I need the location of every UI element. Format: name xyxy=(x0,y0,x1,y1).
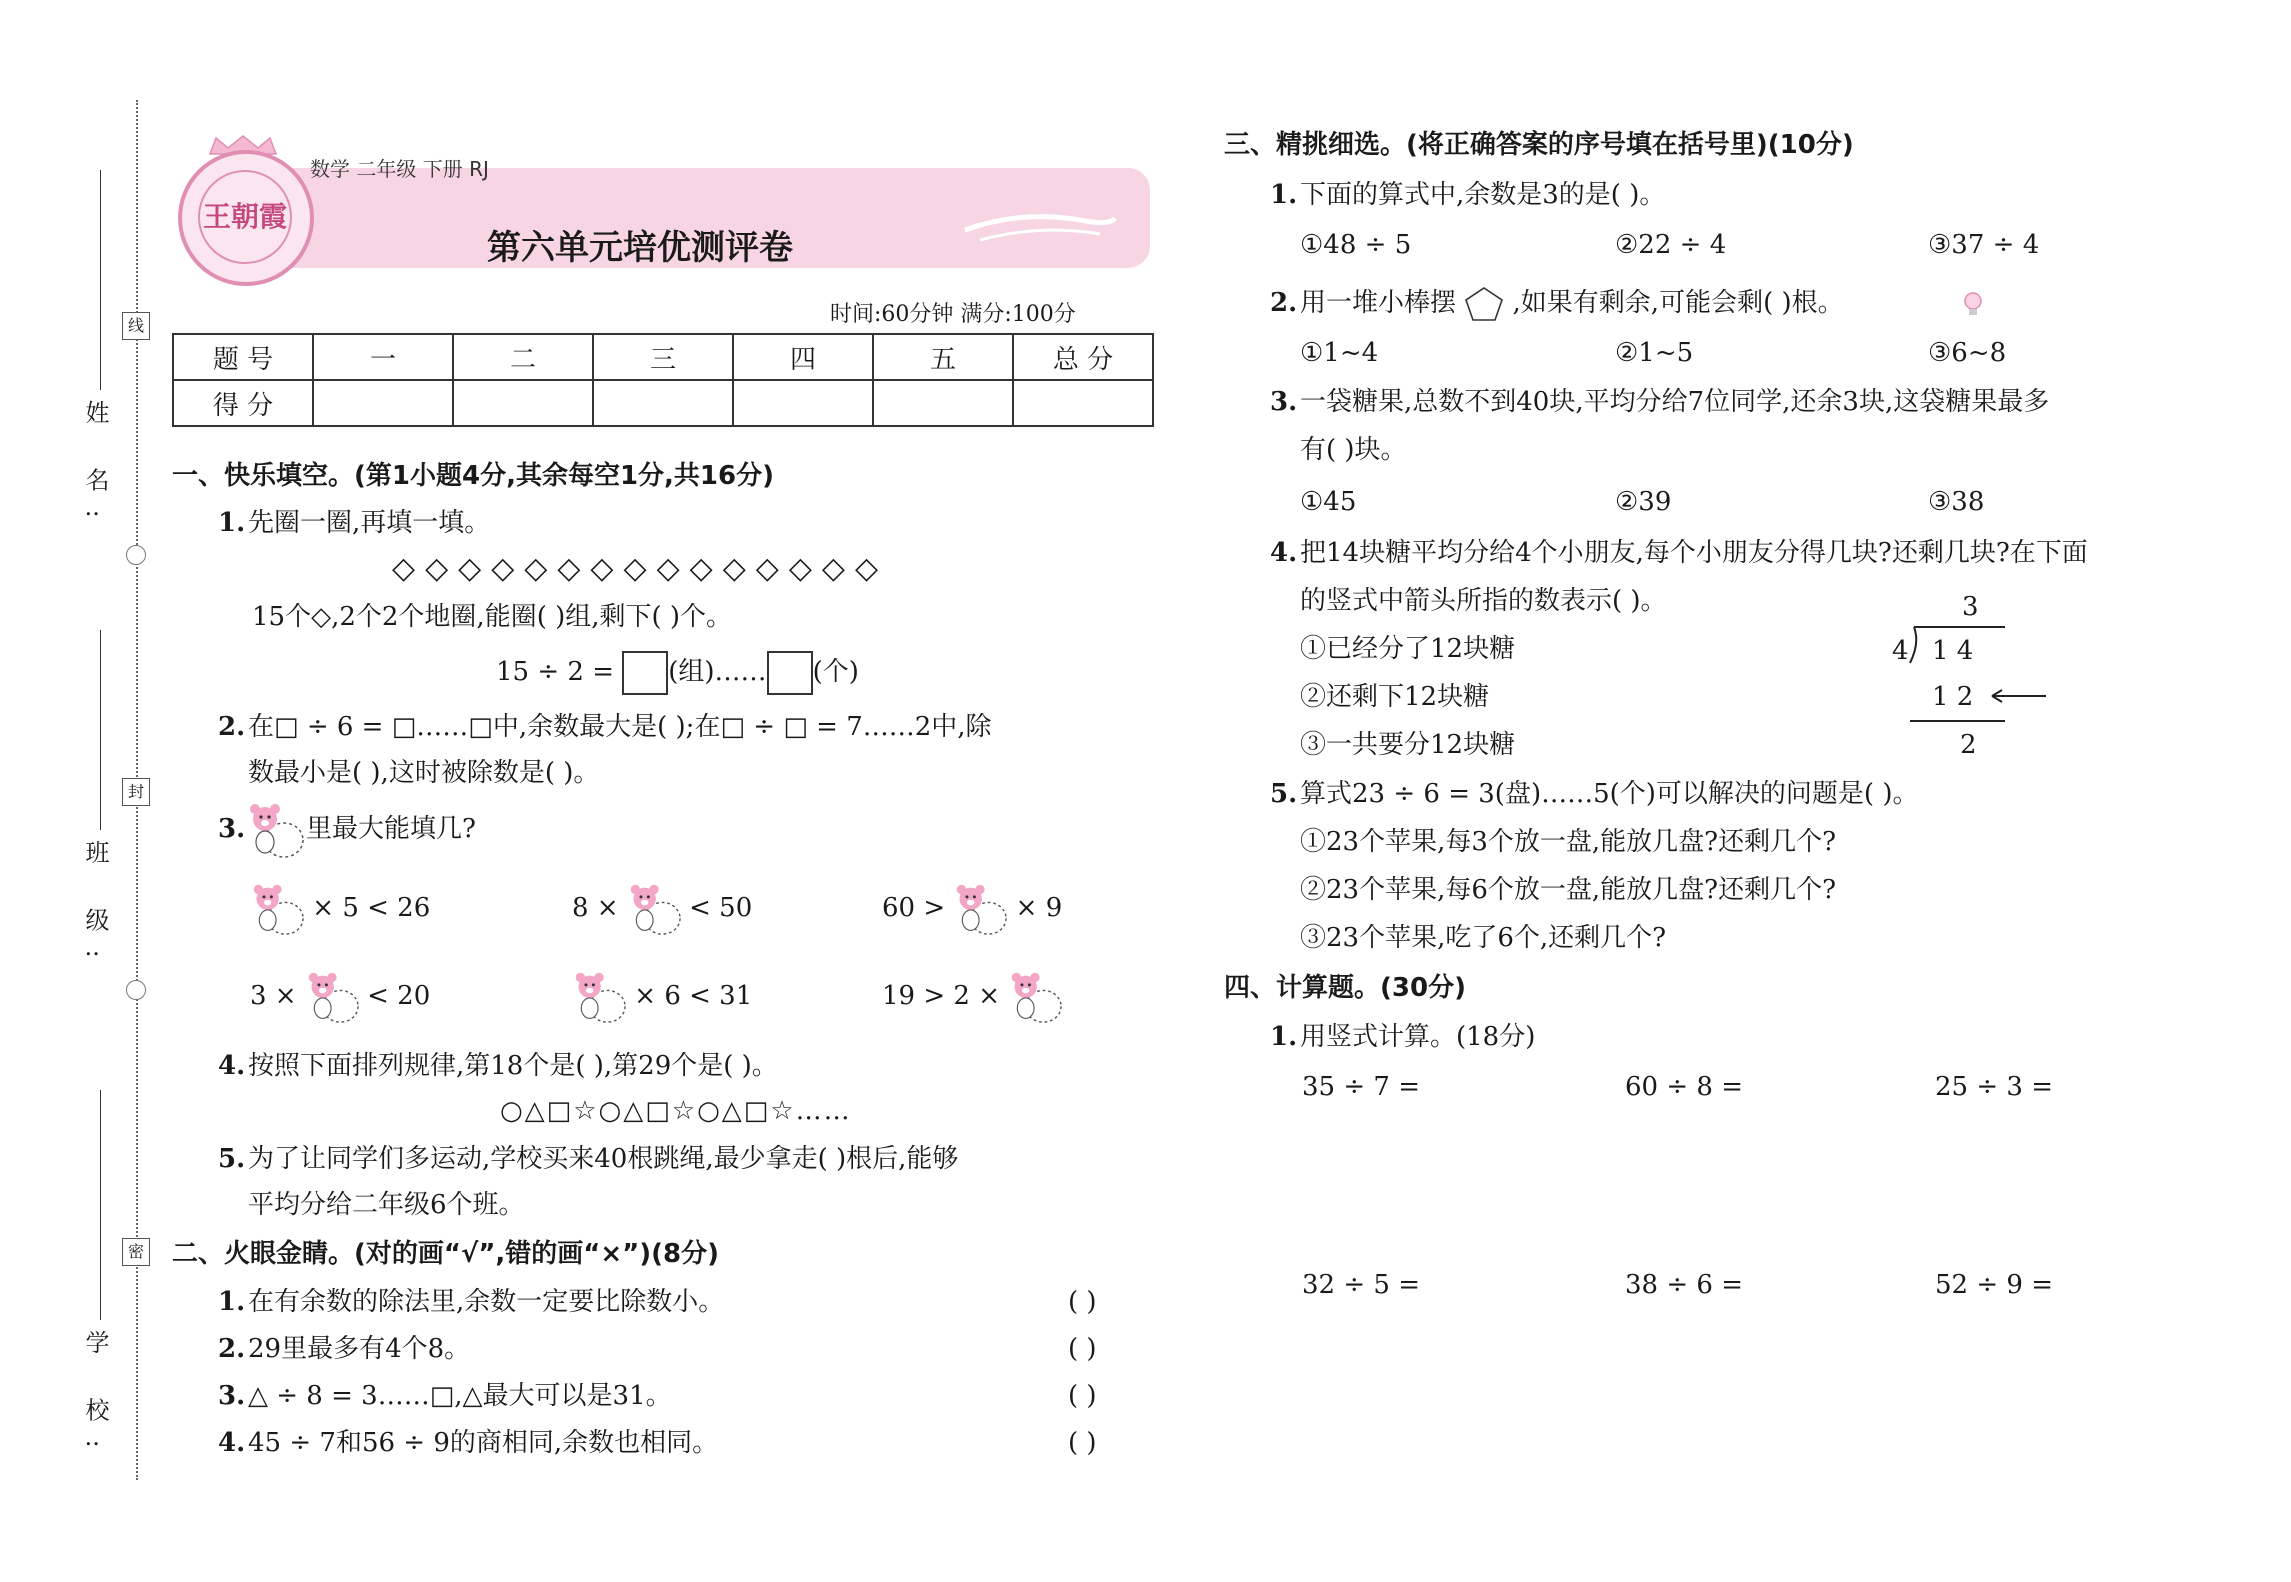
question-text: 数最小是( ),这时被除数是( )。 xyxy=(248,758,600,788)
score-header-cell: 五 xyxy=(873,334,1013,380)
inequality-right: < 50 xyxy=(689,893,753,923)
q-number: 3. xyxy=(1270,387,1298,417)
school-label: 学 校: xyxy=(81,1330,109,1466)
question-text: 按照下面排列规律,第18个是( ),第29个是( )。 xyxy=(248,1051,778,1081)
binding-circle-mark xyxy=(126,545,146,565)
answer-paren[interactable]: ( ) xyxy=(1068,1381,1097,1411)
q-number: 4. xyxy=(1270,538,1298,568)
option[interactable]: ③37 ÷ 4 xyxy=(1928,230,2040,260)
bear-inequality xyxy=(572,878,752,940)
section-4-heading: 四、计算题。(30分) xyxy=(1224,973,1466,1003)
score-header-cell: 总 分 xyxy=(1013,334,1153,380)
q-number: 2. xyxy=(218,1334,246,1364)
equation-right: (个) xyxy=(812,657,859,687)
statement-text: 29里最多有4个8。 xyxy=(248,1334,471,1364)
answer-box[interactable] xyxy=(622,651,668,695)
inequality-left: 60 > xyxy=(882,893,946,923)
division-dividend: 1 4 xyxy=(1932,636,1974,666)
question-text: 平均分给二年级6个班。 xyxy=(248,1190,525,1220)
option[interactable]: ③一共要分12块糖 xyxy=(1300,730,1516,760)
question-text: 把14块糖平均分给4个小朋友,每个小朋友分得几块?还剩几块?在下面 xyxy=(1300,538,2088,568)
option[interactable]: ①48 ÷ 5 xyxy=(1300,230,1412,260)
question-text: 算式23 ÷ 6 = 3(盘)……5(个)可以解决的问题是( )。 xyxy=(1300,779,1919,809)
inequality-right: < 20 xyxy=(367,981,431,1011)
answer-paren[interactable]: ( ) xyxy=(1068,1334,1097,1364)
bear-inequality xyxy=(882,966,1062,1028)
score-header-cell: 二 xyxy=(453,334,593,380)
question-text: 的竖式中箭头所指的数表示( )。 xyxy=(1300,586,1667,616)
q-number: 2. xyxy=(218,712,246,742)
option[interactable]: ③23个苹果,吃了6个,还剩几个? xyxy=(1300,923,1667,953)
question-text: 用竖式计算。(18分) xyxy=(1300,1022,1536,1052)
question-text xyxy=(1300,286,1844,322)
bear-inequality xyxy=(250,966,430,1028)
calc-problem: 25 ÷ 3 = xyxy=(1935,1072,2053,1102)
score-header-cell: 一 xyxy=(313,334,453,380)
option[interactable]: ②23个苹果,每6个放一盘,能放几盘?还剩几个? xyxy=(1300,875,1837,905)
statement-text: 45 ÷ 7和56 ÷ 9的商相同,余数也相同。 xyxy=(248,1428,719,1458)
inequality-right: × 9 xyxy=(1015,893,1063,923)
answer-box[interactable] xyxy=(767,651,813,695)
division-rule xyxy=(1910,720,2005,722)
section-1-heading: 一、快乐填空。(第1小题4分,其余每空1分,共16分) xyxy=(172,461,774,491)
pentagon-icon xyxy=(1464,286,1504,322)
calc-problem: 38 ÷ 6 = xyxy=(1625,1270,1743,1300)
inequality-left: 3 × xyxy=(250,981,297,1011)
score-table-score-row xyxy=(173,380,1153,426)
option[interactable]: ③6~8 xyxy=(1928,338,2007,368)
brand-logo xyxy=(178,150,314,286)
division-divisor: 4 xyxy=(1892,636,1909,666)
bear-icon xyxy=(1008,966,1062,1028)
answer-paren[interactable]: ( ) xyxy=(1068,1428,1097,1458)
question-text-pre: 用一堆小棒摆 xyxy=(1300,288,1457,318)
bear-icon xyxy=(250,878,304,940)
equation-left: 15 ÷ 2 = xyxy=(496,657,614,687)
q-number: 1. xyxy=(1270,180,1298,210)
bear-icon xyxy=(572,966,626,1028)
school-line xyxy=(100,1090,101,1320)
q-number: 1. xyxy=(218,508,246,538)
name-label: 姓 名: xyxy=(81,400,109,536)
calc-problem: 35 ÷ 7 = xyxy=(1302,1072,1420,1102)
seal-xian: 线 xyxy=(122,312,150,340)
question-text-post: ,如果有剩余,可能会剩( )根。 xyxy=(1512,288,1844,318)
score-input-cell[interactable] xyxy=(733,380,873,426)
q-number: 4. xyxy=(218,1051,246,1081)
score-input-cell[interactable] xyxy=(593,380,733,426)
option[interactable]: ①45 xyxy=(1300,487,1357,517)
statement-text: 在有余数的除法里,余数一定要比除数小。 xyxy=(248,1287,725,1317)
q-number: 4. xyxy=(218,1428,246,1458)
course-meta: 数学 二年级 下册 RJ xyxy=(310,157,489,181)
q-number: 1. xyxy=(218,1287,246,1317)
question-text: 在□ ÷ 6 = □……□中,余数最大是( );在□ ÷ □ = 7……2中,除 xyxy=(248,712,992,742)
statement-text: △ ÷ 8 = 3……□,△最大可以是31。 xyxy=(248,1381,672,1411)
question-text: 先圈一圈,再填一填。 xyxy=(248,508,491,538)
option[interactable]: ①1~4 xyxy=(1300,338,1379,368)
seal-mi: 密 xyxy=(122,1238,150,1266)
question-text: 里最大能填几? xyxy=(306,814,476,844)
bulb-icon xyxy=(1960,290,1986,320)
q-number: 5. xyxy=(1270,779,1298,809)
inequality-right: × 5 < 26 xyxy=(312,893,431,923)
question-text: 一袋糖果,总数不到40块,平均分给7位同学,还余3块,这袋糖果最多 xyxy=(1300,387,2050,417)
q-number: 5. xyxy=(218,1144,246,1174)
inequality-left: 8 × xyxy=(572,893,619,923)
time-score-info: 时间:60分钟 满分:100分 xyxy=(830,302,1076,327)
option[interactable]: ①23个苹果,每3个放一盘,能放几盘?还剩几个? xyxy=(1300,827,1837,857)
bear-inequality xyxy=(250,878,430,940)
score-header-cell: 三 xyxy=(593,334,733,380)
option[interactable]: ②22 ÷ 4 xyxy=(1615,230,1727,260)
score-input-cell[interactable] xyxy=(453,380,593,426)
bear-icon xyxy=(246,800,304,860)
bear-inequality xyxy=(882,878,1062,940)
score-table xyxy=(172,333,1154,427)
question-text: 有( )块。 xyxy=(1300,435,1407,465)
inequality-right: × 6 < 31 xyxy=(634,981,753,1011)
score-row-label: 得 分 xyxy=(173,380,313,426)
bear-inequality xyxy=(572,966,752,1028)
class-label: 班 级: xyxy=(81,840,109,976)
calc-problem: 52 ÷ 9 = xyxy=(1935,1270,2053,1300)
binding-circle-mark xyxy=(126,980,146,1000)
seal-feng: 封 xyxy=(122,778,150,806)
option[interactable]: ②1~5 xyxy=(1615,338,1694,368)
answer-paren[interactable]: ( ) xyxy=(1068,1287,1097,1317)
bear-icon xyxy=(953,878,1007,940)
page-title: 第六单元培优测评卷 xyxy=(487,228,793,268)
section-2-heading: 二、火眼金睛。(对的画“√”,错的画“×”)(8分) xyxy=(172,1239,719,1269)
q-number: 1. xyxy=(1270,1022,1298,1052)
section-3-heading: 三、精挑细选。(将正确答案的序号填在括号里)(10分) xyxy=(1224,130,1854,160)
question-text: 15个◇,2个2个地圈,能圈( )组,剩下( )个。 xyxy=(252,602,733,632)
q-number: 3. xyxy=(218,814,246,844)
bear-icon xyxy=(305,966,359,1028)
option[interactable]: ②39 xyxy=(1615,487,1672,517)
score-input-cell[interactable] xyxy=(1013,380,1153,426)
calc-problem: 32 ÷ 5 = xyxy=(1302,1270,1420,1300)
score-table-header-row xyxy=(173,334,1153,380)
shape-pattern: ○△□☆○△□☆○△□☆…… xyxy=(500,1096,852,1126)
q-number: 2. xyxy=(1270,288,1298,318)
bear-icon xyxy=(627,878,681,940)
option[interactable]: ①已经分了12块糖 xyxy=(1300,634,1516,664)
name-line xyxy=(100,170,101,390)
arrow-left-icon xyxy=(1988,684,2048,708)
equation-mid: (组)…… xyxy=(668,657,767,687)
calc-problem: 60 ÷ 8 = xyxy=(1625,1072,1743,1102)
division-product: 1 2 xyxy=(1932,682,1974,712)
inequality-left: 19 > 2 × xyxy=(882,981,1000,1011)
option[interactable]: ③38 xyxy=(1928,487,1985,517)
score-input-cell[interactable] xyxy=(313,380,453,426)
diamond-row: ◇◇◇◇◇◇◇◇◇◇◇◇◇◇◇ xyxy=(392,551,889,586)
division-equation xyxy=(496,650,859,695)
option[interactable]: ②还剩下12块糖 xyxy=(1300,682,1490,712)
division-quotient: 3 xyxy=(1962,592,1979,622)
score-header-cell: 四 xyxy=(733,334,873,380)
score-header-cell: 题 号 xyxy=(173,334,313,380)
question-text: 为了让同学们多运动,学校买来40根跳绳,最少拿走( )根后,能够 xyxy=(248,1144,959,1174)
division-remainder: 2 xyxy=(1960,730,1977,760)
class-line xyxy=(100,630,101,830)
question-text: 下面的算式中,余数是3的是( )。 xyxy=(1300,180,1666,210)
q-number: 3. xyxy=(218,1381,246,1411)
score-input-cell[interactable] xyxy=(873,380,1013,426)
banner-swirl-decoration xyxy=(960,200,1120,250)
brand-name: 王朝霞 xyxy=(198,170,292,264)
